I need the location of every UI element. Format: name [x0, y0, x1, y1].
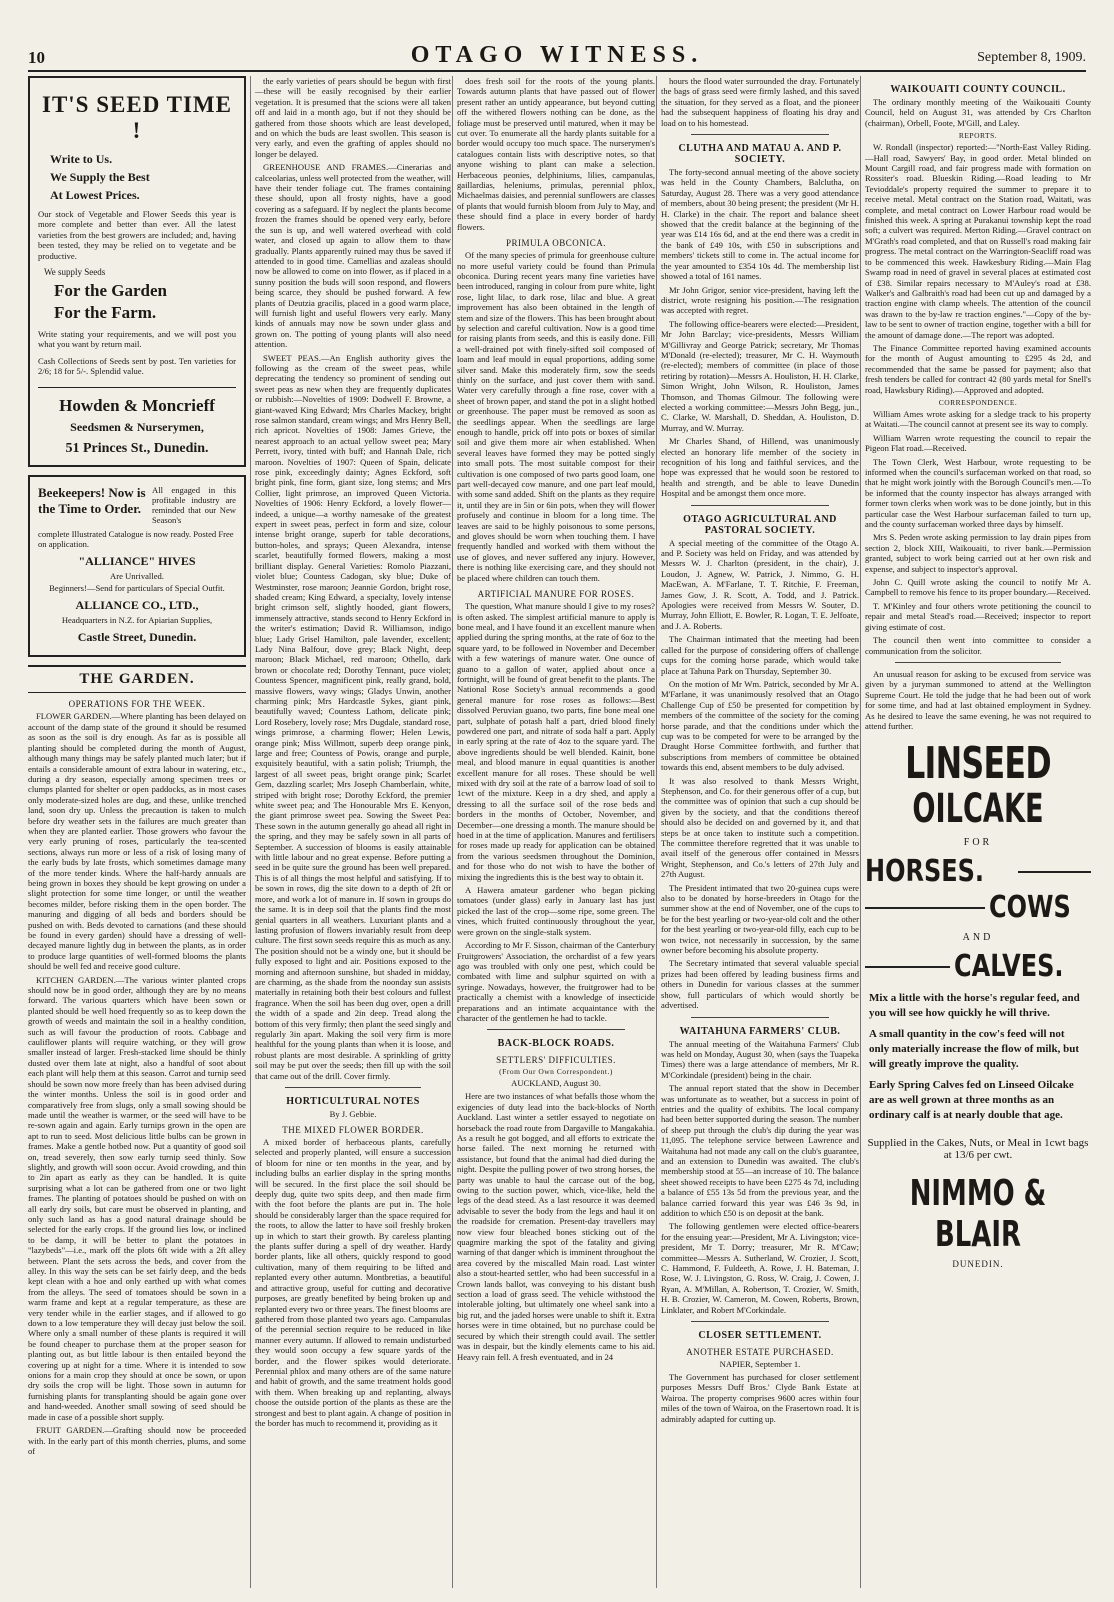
bee-ad-left: Beekeepers! Now is the Time to Order.	[38, 484, 146, 516]
article-paragraph: William Ames wrote asking for a sledge track to his property at Waitati.—The council cannot at present see its way to comply.	[865, 408, 1091, 430]
article-paragraph: GREENHOUSE AND FRAMES.—Cinerarias and calceolarias, unless well protected from the weather, will have their tender foliage cut. The frames containing these should, upon all frosty nights, have a good covering as a safeguard. If by neglect the plants become frozen the frames should be opened very early, before the sun is up, and well watered overhead with cold water, and closed up again to allow them to thaw gradually. Plants apparently ruined may thus be saved if attended to in good time. Camellias and azaleas should now be allowed to come on into flower, as if placed in a sunny position the buds will soon respond, and flowers being scarce, they should be pushed forward. A few plants of Deutzia gracilis, placed in a good warm place, will furnish light and useful flowers very early. Many kinds of annuals may now be sown under glass and grown on. The potting of young plants will also need attention.	[255, 162, 451, 350]
article-paragraph: Mrs S. Peden wrote asking permission to lay drain pipes from section 2, block XIII, Waikouaiti, to river bank.—Permission granted, subject to work being carried out at her own risk and expense, and subject to inspector's approval.	[865, 532, 1091, 574]
beekeepers-advertisement	[28, 475, 246, 658]
article-paragraph: The council then went into committee to consider a communication from the solicitor.	[865, 635, 1091, 656]
linseed-headline: LINSEED	[905, 738, 1051, 790]
linseed-for: FOR	[963, 837, 993, 849]
article-heading: WAIKOUAITI COUNTY COUNCIL.	[890, 84, 1066, 95]
bee-ad-beginners: Beginners!—Send for particulars of Special Outfit.	[49, 583, 225, 594]
linseed-and: AND	[962, 932, 994, 944]
article-paragraph: A Hawera amateur gardener who began picking tomatoes (under glass) early in January last has just picked the last of the crop—some ripe, some green. The vines, which fruited continuously throughout the year, were grown on the single-stalk system.	[457, 885, 655, 937]
article-heading: OPERATIONS FOR THE WEEK.	[68, 699, 206, 710]
bee-ad-line: complete Illustrated Catalogue is now ready. Posted Free on application.	[38, 528, 234, 550]
column-2	[250, 76, 451, 1588]
column-3	[452, 76, 655, 1588]
article-paragraph: It was also resolved to thank Messrs Wright, Stephenson, and Co. for their generous offer of a cup, but the committee was of opinion that such a cup should be given by the society, and that the conditions thereof should also be decided on and governed by it, and that steps be at once taken to institute such a competition. The committee therefore regretted that it was unable to avail itself of the generous offer contained in Messrs Wright, Stephenson, and Co.'s letters of 27th July and 27th August.	[661, 775, 859, 880]
linseed-text: A small quantity in the cow's feed will not only materially increase the flow of milk, but will greatly improve the quality.	[869, 1028, 1079, 1071]
bee-ad-company: ALLIANCE CO., LTD.,	[75, 598, 199, 613]
article-heading: CLOSER SETTLEMENT.	[698, 1330, 822, 1342]
seed-ad-body-3: Cash Collections of Seeds sent by post. Ten varieties for 2/6; 18 for 5/-. Splendid value.	[38, 355, 236, 377]
article-paragraph: Here are two instances of what befalls those whom the exigencies of duty lead into the back-blocks of North Auckland. Last winter a settler essayed to negotiate on horseback the road route from Dargaville to Mangakahia. As a result he got bogged, and all efforts to extricate the horse failed. The next morning he returned with assistance, but found that the animal had died during the night. Despite the pulling power of two strong horses, the party was unable to haul the carcase out of the bog, owing to the suction power, which, vice-like, held the legs of the dead steed. As a last resource it was deemed advisable to sever the body from the legs and haul it on the roadside for cremation. Present-day travellers may now view four bleached bones sticking out of the quagmire marking the spot of the fatality and giving warning of that danger which is imminent throughout the area covered by the miscalled Main road. Last winter also a stout-hearted settler, who had been successful in a Crown lands ballot, was conveying to his distant bush section a load of grass seed. The vehicle withstood the intolerable jolting, but ultimately one wheel sank into a big rut, and the jaded horses were unable to shift it. Extra horses were in time obtained, but no purchase could be secured by which their strength could avail. The settler was in despair, but the kindly elements came to his aid. Heavy rain fell. A fresh eventuated, and in 24	[457, 1091, 655, 1362]
article-subheading: SETTLERS' DIFFICULTIES.	[496, 1055, 616, 1066]
divider	[691, 134, 829, 135]
dateline: NAPIER, September 1.	[719, 1359, 801, 1370]
article-heading: OTAGO AGRICULTURAL AND PASTORAL SOCIETY.	[683, 513, 837, 536]
article-paragraph: The following office-bearers were elected:—President, Mr John Barclay; vice-presidents, Messrs William M'Gillivray and George Patrick; secretary, Mr Thomas M'Donald (re-elected); treasurer, Mr C. H. Waymouth (re-elected); members of committee (in place of those retiring by rotation)—Messrs A. Houliston, H. H. Clarke, Simon Wright, John Wilson, R. Houliston, James Thomson, and Thomas Gilmour. The following were elected a working committee:—Messrs John Begg, jun., C. Clarke, W. Marshall, D. Sheddan, A. Houliston, D. Murray, and W. Murray.	[661, 318, 859, 433]
seed-ad-firm-sub: Seedsmen & Nurserymen,	[70, 419, 204, 434]
divider	[691, 505, 829, 506]
article-paragraph: SWEET PEAS.—An English authority gives the following as the cream of the sweet peas, while deprecating the tendency so prominent of sending out sweet peas as new when they are frequently duplicates or rubbish:—Novelties of 1909: Dodwell F. Browne, a giant-waved King Edward; Mrs Charles Mackey, bright rose salmon standard, cream wings; and Mrs Henry Bell, rich apricot. Novelties of 1908: James Grieve, the nearest approach to an actual yellow sweet pea; Mary Perrett, ivory, tinted with buff; and Hannah Dale, rich maroon. Novelties of 1907: Queen of Spain, delicate rose pink, exceedingly dainty; Agnes Eckford, soft bright pink, fine form, giant size, long stems; and Mrs Collier, light primrose, an improved Queen Victoria. Novelties of 1906: Henry Eckford, a lovely flower—indeed, a unique—a worthy namesake of the greatest expert in sweet peas, perfect in form and size, colour intense bright orange, superb for table decorations, button-holes, and sprays; Queen Alexandra, intense scarlet, beautifully formed flowers, making a most brilliant display. General Varieties: Romolo Piazzani, violet blue; Countess Cadogan, sky blue; Duke of Westminster, rose maroon; Jeannie Gordon, bright rose, shaded cream; King Edward, a specialty, lovely intense bright crimson self, slightly hooded, giant flowers, immensely attractive, stands second to Henry Eckford in the writer's estimation; David R. Williamson, indigo blue; Lady Grisel Hamilton, pale lavender, excellent; Lady Nina Balfour, dove grey; Black Night, deep maroon; Black Michael, red maroon; Othello, dark brown or chocolate red; Dorothy Tennant, puce violet; Countess Spencer, magnificent pink, really grand, bold, massive flowers, wavy wings; Gladys Unwin, another charming pink; Mrs Hardcastle Sykes, giant pink, beautifully waved; Countess Lathom, delicate pink; Lord Rosebery, lovely rose; Mrs Dugdale, standard rose, wings primrose, a charming flower; Helen Lewis, orange pink; Miss Willmott, superb deep orange pink, large and free; Countess of Powis, orange and purple, exquisitely beautiful, with a satin polish; Triumph, the largest of all sweet peas, bright orange pink; Scarlet Gem, dazzling scarlet; Mrs Joseph Chamberlain, white, striped with bright rose; Dorothy Eckford, the premier white sweet pea; and The Honourable Mrs E. Kenyon, the giant primrose sweet pea. Sowing the Sweet Pea: These sown in the autumn generally go ahead all right in the spring, and they may be safely sown in all parts of September. A succession of blooms is easily attainable with little labour and no great expense. Before putting a seed in be quite sure the ground has been well prepared. This is of all things the most helpful and satisfying. If to be sown in rows, dig the site down to a depth of 2ft or more, and work a lot of manure in. If sown in groups do the same. It is in deep soil that the plants find the most genial quarters in all weathers. Luxuriant plants and a lasting profusion of flowers invariably result from deep culture. The first sown seeds require this as much as any. The position should not be a windy one, but it should be fully exposed to light and air. Positions exposed to the morning and afternoon sunshine, but shaded in midday, are charming, as the shade from the noonday sun assists materially in retaining both their best colours and fullest fragrance. When the soil has been dug over, open a drill the width of a spade and 2in deep. Tread along the bottom of this very firmly; then plant the seed singly and regularly 3in apart. Making the soil very firm is more healthful for the young plants than when it is loose, and robust plants are most desirable. A sprinkling of gritty soil may be put over the seeds; then fill up with the soil that came out of the drill. Cover firmly.	[255, 352, 451, 1081]
masthead	[28, 30, 1086, 72]
article-subheading: CORRESPONDENCE.	[938, 397, 1018, 407]
seed-ad-headline: IT'S SEED TIME !	[42, 92, 232, 143]
newspaper-title: OTAGO WITNESS.	[410, 42, 704, 68]
divider	[285, 1087, 421, 1088]
article-heading: BACK-BLOCK ROADS.	[497, 1038, 615, 1050]
article-paragraph: hours the flood water surrounded the dray. Fortunately the bags of grass seed were firmly lashed, and this saved the situation, for they served as a float, and the pioneer had the subsequent happiness of floating his dray and load on to his homestead.	[661, 76, 859, 128]
seed-ad-body-2: Write stating your requirements, and we will post you what you want by return mail.	[38, 329, 236, 350]
article-paragraph: The Chairman intimated that the meeting had been called for the purpose of considering offers of challenge cups for the coming horse parade, which would take place at Tahuna Park on Thursday, September 30.	[661, 634, 859, 676]
seed-ad-garden: For the Garden	[54, 281, 168, 301]
article-subheading: ARTIFICIAL MANURE FOR ROSES.	[477, 589, 635, 600]
linseed-cows: COWS	[988, 890, 1071, 926]
article-paragraph: The forty-second annual meeting of the above society was held in the County Chambers, Balclutha, on Saturday, August 28. There was a very good attendance of members, about 30 being present; the president (Mr H. H. Clarke) in the chair. The report and balance sheet showed that the credit balance at the beginning of the year was £14 16s 6d, and at the end there was a credit in the bank of £49 10s, with £50 in subscriptions and members' tickets still to come in. The actual income for the year amounted to £354 10s 4d. The membership list showed a total of 161 names.	[661, 167, 859, 282]
linseed-text: Mix a little with the horse's regular feed, and you will see how quickly he will thrive.	[869, 992, 1080, 1020]
divider	[691, 1017, 829, 1018]
article-heading: CLUTHA AND MATAU A. AND P. SOCIETY.	[678, 143, 842, 166]
article-paragraph: KITCHEN GARDEN.—The various winter planted crops should now be in good order, although they are by no means forward. The various quarters which have been sown or planted should be well hoed frequently so as to keep down the growth of weeds and maintain the soil in a healthy condition, such as will favour the production of roots. Cabbage and cauliflower plants will require watching, or they will grow smaller instead of larger. Fresh-stacked lime should be thinly dusted over them late at night, also a handful of soot about each plant will help them at this season. Carrot and turnip seed should be sown now more freely than has been advised during the winter months. Unless the soil is in good order and comparatively free from slugs, only a small sowing should be made until the weather is warmer, or the seed will have to be re-sown again and again. Early turnips grown in the open are apt to run to seed. Most delicious little bulbs can be grown in frames. Make a gentle hotbed now. Put a quantity of good soil on, tread severely, then sow early turnip seed thinly. Sow slightly, and growth will soon occur. Avoid crowding, and thin to 2in apart as early as they can be handled. It is quite surprising what a lot can be gathered from one or two light frames. The planting of potatoes should be pushed on with on all early dry soils, but care must be observed in planting, and only such land as has a good natural drainage should be selected for the early crops. If the ground lies low, or inclined to be damp, it will be better to plant the potatoes in "lazybeds"—i.e., mark off the plots 6ft wide with a 2ft alley between. Plant the sets across the beds, and cover from the alley. In this way the sets can be set fairly deep, and the beds kept clean with a hoe and only earthed up with what comes from the alleys. The seed of tomatoes should be sown in a warm frame and kept at a regular temperature, as these are very tender while in the earlier stages, and if allowed to go down to a low temperature they will decay just below the soil. Where only a small number of these plants is required it will be found cheaper to purchase them at the proper season for planting out, as but little labour is then entailed beyond the covering up at night for a time. Where it is intended to sow onions for a main crop they should at once be sown, or upon dry soils the crop will be light. Those sown in autumn for furnishing plants for transplanting should be again gone over and hand-weeded. Another small sowing of seed should be made in case of a possible short supply.	[28, 974, 246, 1422]
article-paragraph: John C. Quill wrote asking the council to notify Mr A. Campbell to remove his fence to its proper boundary.—Received.	[865, 577, 1091, 598]
divider	[1018, 871, 1091, 873]
linseed-horses: HORSES.	[865, 854, 985, 890]
issue-date: September 8, 1909.	[977, 50, 1086, 65]
seed-ad-body: Our stock of Vegetable and Flower Seeds this year is more complete and better than ever. All the latest varieties from the best growers are included; and, having been tested, they may be relied on to vegetate and be productive.	[38, 209, 236, 261]
article-heading: HORTICULTURAL NOTES	[286, 1096, 420, 1107]
article-paragraph: FRUIT GARDEN.—Grafting should now be proceeded with. In the early part of this month cherries, plums, and some of	[28, 1425, 246, 1456]
divider	[895, 662, 1061, 663]
column-5	[860, 76, 1091, 1588]
linseed-city: DUNEDIN.	[952, 1259, 1004, 1270]
article-paragraph: The Secretary intimated that several valuable special prizes had been offered by leading business firms and others in Dunedin for various classes at the summer show, full particulars of which would shortly be advertised.	[661, 958, 859, 1011]
seed-ad-supply: We supply Seeds	[44, 267, 106, 278]
article-paragraph: Of the many species of primula for greenhouse culture no more useful variety could be found than Primula obconica. During recent years many fine varieties have been introduced, ranging in colour from pure white, light rose, light lilac, to dark rose, lilac and blue. A great improvement has also been obtained in the length of stem and size of the flowers. This has been brought about by selection and careful cultivation. Now is a good time for raising plants from seeds, and this is easily done. Fill a well-drained pot with finely-sifted soil composed of loam and leaf mould in equal proportions, adding some silver sand. Make this moderately firm, sow the seeds thinly on the surface, and just cover them with sand. Water very carefully through a fine rose, cover with a sheet of brown paper, and stand the pot in a slight hotbed or greenhouse. The paper must be removed as soon as the seedlings appear. When the seedlings are large enough to handle, prick off into pots or boxes of similar soil and give them more air when established. When several leaves have formed they may be potted singly into small pots. The most suitable compost for their cultivation is one composed of two parts good loam, one part well-decayed cow manure, and one part leaf mould, with some sand added. Shift on the plants as they require it, until they are in 5in or 6in pots, when they will flower profusely and continue in bloom for a long time. The leaves are said to be highly poisonous to some persons, and gloves should be worn when touching them. I have frequently handled and worked with them without the use of gloves, and never suffered any injury. However, there is nothing like exercising care, and they should not be placed where children can touch them.	[457, 250, 655, 583]
section-title: THE GARDEN.	[28, 665, 246, 693]
linseed-text: Early Spring Calves fed on Linseed Oilcake are as well grown at three months as an ordinary calf is at nearly double that age.	[869, 1079, 1074, 1122]
divider	[487, 1029, 625, 1030]
article-paragraph: The President intimated that two 20-guinea cups were also to be donated by horse-breeders in Otago for the summer show at the end of November, one of the cups to be for the best yearling or two-year-old colt and the other for the best yearling or two-year-old filly, each cup to be won twice, not necessarily in succession, by the same owner before becoming his absolute property.	[661, 882, 859, 956]
article-subheading: ANOTHER ESTATE PURCHASED.	[686, 1347, 834, 1358]
column-1	[28, 76, 246, 1588]
page-number: 10	[28, 48, 45, 67]
linseed-supply: Supplied in the Cakes, Nuts, or Meal in 1cwt bags at 13/6 per cwt.	[867, 1137, 1089, 1162]
bee-ad-hq: Headquarters in N.Z. for Apiarian Supplies,	[61, 615, 213, 626]
bee-ad-right: All engaged in this profitable industry are reminded that our New Season's	[152, 484, 236, 525]
seed-ad-firm: Howden & Moncrieff	[38, 387, 236, 416]
article-paragraph: does fresh soil for the roots of the young plants. Towards autumn plants that have passed out of flower present rather an untidy appearance, but beyond cutting off the withered flowers nothing can be done, as the foliage must be preserved until matured, when it may be cut over. To enumerate all the hardy plants suitable for a border would occupy too much space. The nurserymen's catalogues contain lists with descriptive notes, so that anyone wishing to plant can make a selection. Herbaceous peonies, delphiniums, lilies, campanulas, gaillardias, heleniums, primulas, perennial phlox, Michaelmas daisies, and perennial sunflowers are classes of plants that would furnish bloom from July to May, and these should find a place in every border of hardy flowers.	[457, 76, 655, 232]
article-paragraph: According to Mr F. Sisson, chairman of the Canterbury Fruitgrowers' Association, the orchardist of a few years ago was troubled with only one pest, which could be combated with lime and sulphur squirted on with a syringe. Nowadays, however, the fruitgrower had to be practically a chemist with a knowledge of insecticide preparations and an intimate acquaintance with the character of the gentlemen he had to tackle.	[457, 940, 655, 1023]
dateline: AUCKLAND, August 30.	[511, 1078, 601, 1089]
seed-advertisement	[28, 76, 246, 467]
seed-ad-address: 51 Princes St., Dunedin.	[65, 440, 209, 456]
article-paragraph: The Finance Committee reported having examined accounts for the month of August amounting to £295 4s 2d, and recommended that the same be passed for payment; also that fresh tenders be called for contract 42 (80 yards metal for Snell's road, Hawksbury Riding).—Approved and adopted.	[865, 342, 1091, 395]
divider	[691, 1321, 829, 1322]
article-paragraph: On the motion of Mr Wm. Patrick, seconded by Mr A. M'Farlane, it was unanimously resolved that an Otago Challenge Cup of £50 be presented for competition by members of the committee of the society for the coming horse parade, and that the conditions under which the cup was to be competed for were to be arranged by the Draught Horse Committee forthwith, and further that subscriptions from members of committee be obtained towards this end, absent members to be duly advised.	[661, 678, 859, 773]
article-paragraph: The ordinary monthly meeting of the Waikouaiti County Council, held on August 31, was attended by Crs Charlton (chairman), Orbell, Foote, M'Gill, and Laley.	[865, 97, 1091, 128]
bee-ad-unrivalled: Are Unrivalled.	[110, 571, 164, 582]
article-paragraph: Mr John Grigor, senior vice-president, having left the district, wrote resigning his position.—The resignation was accepted with regret.	[661, 284, 859, 316]
linseed-firm: NIMMO & BLAIR	[909, 1173, 1047, 1256]
seed-ad-line: We Supply the Best	[50, 170, 150, 184]
divider	[865, 907, 985, 909]
seed-ad-farm: For the Farm.	[54, 303, 157, 323]
article-paragraph: Mr Charles Shand, of Hillend, was unanimously elected an honorary life member of the society in recognition of his long and faithful services, and the hope was expressed that he would soon be restored to health and strength, and be able to leave Dunedin Hospital and be amongst them once more.	[661, 436, 859, 499]
correspondent-line: (From Our Own Correspondent.)	[499, 1067, 613, 1077]
article-paragraph: A mixed border of herbaceous plants, carefully selected and properly planted, will ensure a succession of bloom for nine or ten months in the year, and by including bulbs an earlier display in the spring months will be secured. In the first place the soil should be deeply dug, quite two spits deep, and then made firm with the foot before the plants are put in. The hole should be considerably larger than the space required for the roots, to allow the latter to have soil freshly broken up in which to start their growth. By careless planting the plants suffer during a spell of dry weather. Hardy border plants, like all others, quickly respond to good cultivation, many of them requiring to be lifted and replanted every other autumn. Montbretias, a beautiful and attractive group, useful for cutting and decorative purposes, are greatly benefited by being broken up and replanted every two or three years. The finest blooms are gathered from those planted two years ago. Campanulas of the perennial section require to be reduced in like manner every autumn. If allowed to remain undisturbed they would soon occupy a few square yards of the border, and the flower spikes would deteriorate. Perennial phlox and many others are of the same nature and habit of growth, and the same treatment holds good with them. When breaking up and replanting, always choose the outside portion of the plants as these are the strongest and best to plant again. A change of position in the border has much to recommend it, providing as it	[255, 1137, 451, 1428]
column-4	[656, 76, 859, 1588]
article-paragraph: the early varieties of pears should be begun with first—these will be easily recognised by their earlier vegetation. It is presumed that the scions were all taken off and laid in a month ago, but if not they should be gathered from those shoots which are least developed, and on which the buds are least swollen. This season is very early, and even the grafting of apples should no longer be delayed.	[255, 76, 451, 159]
linseed-advertisement	[865, 738, 1091, 1270]
seed-ad-line: At Lowest Prices.	[50, 188, 140, 202]
article-subheading: PRIMULA OBCONICA.	[505, 238, 606, 249]
divider	[865, 966, 950, 968]
article-paragraph: W. Rondall (inspector) reported:—"North-East Valley Riding.—Hall road, Sawyers' Bay, in good order. Metal blinded on Mount Cargill road, and fair progress made with formation on Rossiter's road. Blueskin Riding.—Road leading to Mr Tevioddale's property required the summer to prepare it to receive metal. Metal contract on the Station road, Waitati, was complete, and metal contract on Lower Harbour road would be finished this week. A spring at Purakanui township kept the road soft; a culvert was required. Merton Riding.—Gravel contract on M'Grath's road completed, and that on Russell's road making fair progress. The metal contract on the Warrington-Seacliff road was to be commenced this week. Hawkesbury Riding.—Main Flag Swamp road in need of gravel in several places at estimated cost of £38. Similar repairs necessary to M'Auley's road at £38. Walker's and Galbraith's road had been cut up and damaged by a traction engine with clamp wheels. The attention of the council was drawn to the by-law re traction engines."—Copy of the by-law to be sent to owner of traction engine, together with a bill for the amount of damage done.—The report was adopted.	[865, 142, 1091, 340]
oilcake-headline: OILCAKE	[912, 786, 1044, 833]
article-paragraph: The question, What manure should I give to my roses? is often asked. The simplest artificial manure to apply is bone meal, and I have found it an excellent manure when applied during the spring months, at the rate of 6oz to the square yard, to be followed in November and December with a few waterings of manure water. One ounce of guano to a gallon of water, applied about once a fortnight, will be found of great benefit to the plants. The National Rose Society's annual recommends a good general manure for rose roses as follows:—Best dissolved Peruvian guano, two parts, fine bone meal one part, sulphate of potash half a part, dried blood finely powdered one part, and nitrate of soda half a part. Apply in early spring at the rate of 4oz to the square yard. The above ingredients should be well blended. Kainit, bone meal, and blood manure in equal quantities is another excellent manure for all roses. These should be well mixed with dry soil at the rate of a barrow load of soil to 1cwt of the mixture. Keep in a dry shed, and apply a dressing to all the surface soil of the rose beds and borders in the months of October, November, and December—one dressing a month. The manure should be hoed in at the time of application. Manures and fertilisers for roses made up ready for application can be obtained from the various seedsmen throughout the Dominion, and for those who do not wish to have the bother of mixing the ingredients this is the best way to obtain it.	[457, 601, 655, 882]
article-paragraph: William Warren wrote requesting the council to repair the Pigeon Flat road.—Received.	[865, 432, 1091, 454]
article-subheading: THE MIXED FLOWER BORDER.	[282, 1125, 424, 1135]
article-heading: WAITAHUNA FARMERS' CLUB.	[679, 1025, 841, 1037]
bee-ad-hives: "ALLIANCE" HIVES	[78, 554, 196, 569]
bee-ad-address: Castle Street, Dunedin.	[77, 630, 197, 645]
article-paragraph: The Government has purchased for closer settlement purposes Messrs Duff Bros.' Clyde Bank Estate at Wairoa. The property comprises 9600 acres within four miles of the town of Wairoa, on the Frasertown road. It is admirably adapted for cutting up.	[661, 1372, 859, 1424]
article-paragraph: FLOWER GARDEN.—Where planting has been delayed on account of the damp state of the ground it should be resumed as soon as the soil is dry enough. As far as is possible all planting should be completed during the month of August, although many things may be safely planted much later; but if entails a considerable amount of extra labour in watering, etc., during a dry season, especially among specimen trees or clumps planted for shelter or open paddocks, as in most cases only moderate-sized holes are dug, and these, unlike trenched land, soon dry up. Unless the precaution is taken to mulch before dry weather sets in the failures are much greater than when they are planted earlier. Those growers who favour the very early pruning of roses, particularly the tea-scented sections, always run more or less of a risk of losing many of the early buds by late frosts, which sometimes damage many of the more tender kinds. Where the half-hardy annuals are being grown in boxes they should be kept growing on under a slight protection for some time longer, or until the weather becomes milder, before risking them in the open border. The manuring and digging of all beds and borders should be pushed on with. Beds devoted to carnations (and these should be found in every garden) should have a dressing of well-decayed manure lightly dug in between the plants, as in order to produce large quantities of well-formed blooms the plants should be well fed and receive good culture.	[28, 711, 246, 972]
article-paragraph: The annual report stated that the show in December was unfortunate as to weather, but a success in point of entries and the quality of exhibits. The local company had been better supported during the season. The number of sheep put through the club's dip during the year was 11,095. The telephone service between Lawrence and Waitahuna had not made any call on the club's guarantee, and an extension to Dunedin was awaited. The club's membership stood at 55—an increase of 10. The balance sheet showed receipts to have been £275 4s 7d, including a balance of £55 13s 5d from the previous year, and the balance carried forward this year was £46 3s 9d, in addition to which £50 is on deposit at the bank.	[661, 1083, 859, 1218]
seed-ad-line: Write to Us.	[50, 152, 113, 166]
article-byline: By J. Gebbie.	[329, 1109, 377, 1119]
article-paragraph: T. M'Kinley and four others wrote petitioning the council to repair and metal Stead's road.—Received; inspector to report giving estimate of cost.	[865, 600, 1091, 632]
article-paragraph: An unusual reason for asking to be excused from service was given by a juryman summoned to attend at the Wellington Supreme Court. He told the judge that he had been out of work for some time, and had at last obtained employment in Sydney. As he desired to leave the same evening, he was not required to attend further.	[865, 668, 1091, 731]
article-paragraph: The Town Clerk, West Harbour, wrote requesting to be informed when the council's surfaceman worked on that road, so that he might work jointly with the Borough Council's men.—To be informed that the county inspector has always arranged with former town clerks when work was to be done jointly, but in this particular case the West Harbour surfaceman failed to turn up, and the county surfaceman worked three days by himself.	[865, 456, 1091, 530]
article-paragraph: The annual meeting of the Waitahuna Farmers' Club was held on Monday, August 30, when (says the Tuapeka Times) there was a large attendance of members, Mr R. M'Corkindale (president) being in the chair.	[661, 1038, 859, 1080]
article-paragraph: The following gentlemen were elected office-bearers for the ensuing year:—President, Mr A. Livingston; vice-president, Mr T. Dorry; treasurer, Mr R. M'Caw; committee—Messrs A. Sutherland, W. Crozier, J. Scott, C. Hammond, F. Fuldeeth, A. Rowe, J. H. Bateman, J. Rose, W. J. Livingston, G. Ross, W. Craig, J. Cowen, J. Ryan, A. M'Millan, A. Robertson, T. Crozier, W. Smith, H. B. Crozier, W. Cameron, M. Cowen, Roberts, Brown, Linklater, and Robert M'Corkindale.	[661, 1221, 859, 1315]
article-subheading: REPORTS.	[958, 131, 998, 141]
article-paragraph: A special meeting of the committee of the Otago A. and P. Society was held on Friday, and was attended by Messrs W. J. Charlton (president, in the chair), J. Loudon, J. Agnew, W. Patrick, J. Nimmo, G. H. MacEwan, A. M'Farlane, T. T. Ritchie, F. Freeman, James Gow, J. R. Scott, A. Todd, and J. Patrick. Apologies were received from Messrs W. Souter, D. Murray, John Elliott, E. Bowler, R. Logan, T. E. Jelfoate, and J. A. Roberts.	[661, 537, 859, 631]
linseed-calves: CALVES.	[954, 949, 1064, 985]
